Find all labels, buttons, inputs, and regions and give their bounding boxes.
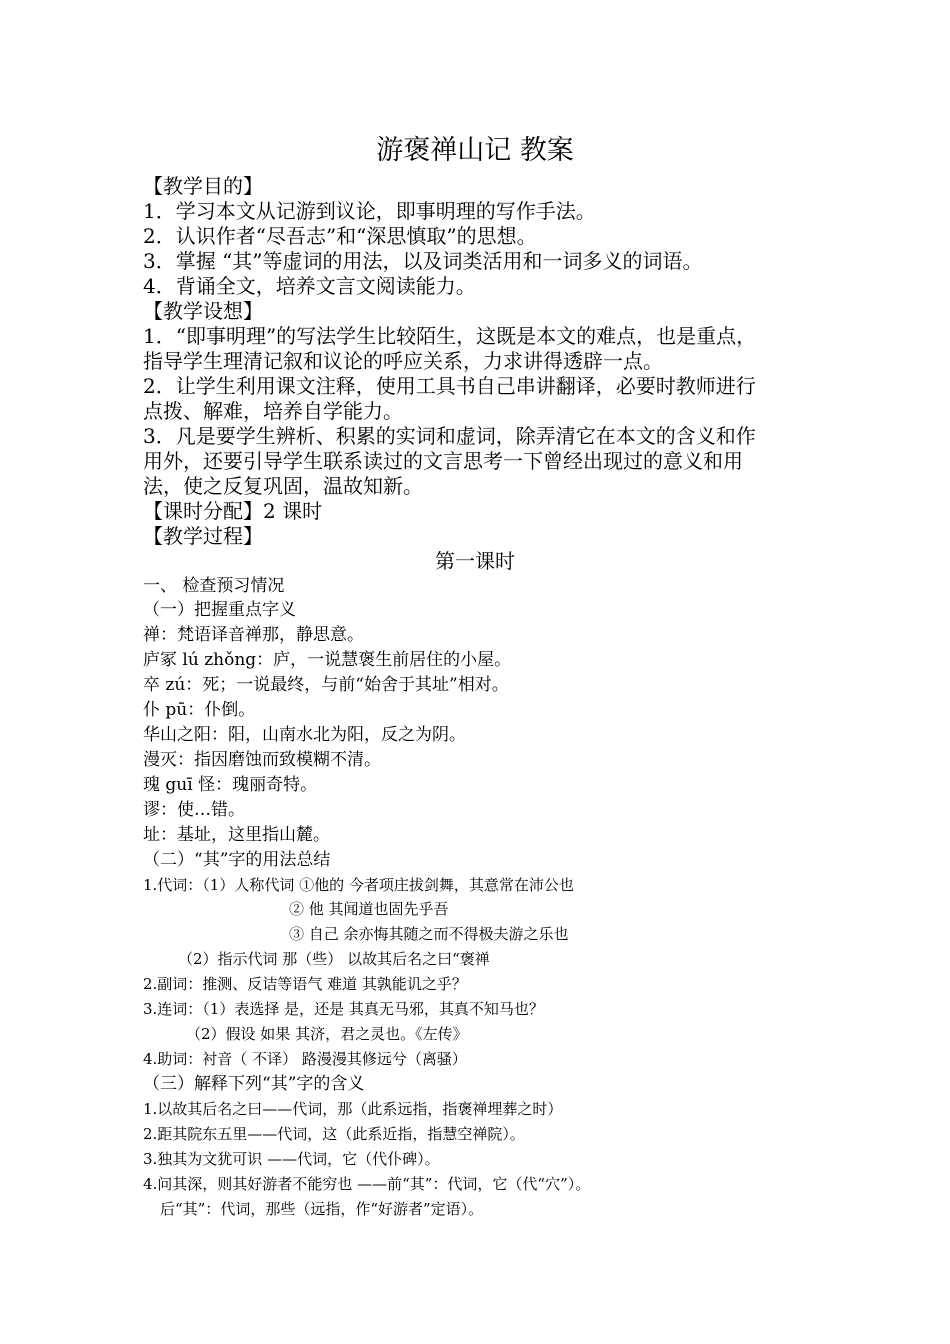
design-header: 【教学设想】	[143, 299, 263, 323]
goal-item: 3．掌握 “其”等虚词的用法，以及词类活用和一词多义的词语。	[143, 249, 703, 273]
subsection-title: （三）解释下列“其”字的含义	[143, 1074, 365, 1094]
usage-line: （2）假设 如果 其济，君之灵也。《左传》	[186, 1025, 468, 1043]
design-line: 点拨、解难，培养自学能力。	[143, 399, 403, 423]
vocab-item: 华山之阳：阳，山南水北为阳，反之为阴。	[143, 725, 466, 745]
usage-line: ② 他 其闻道也固先乎吾	[289, 900, 449, 918]
usage-line: 1.代词：（1）人称代词 ①他的 今者项庄拔剑舞，其意常在沛公也	[143, 876, 574, 894]
usage-line: （2）指示代词 那（些） 以故其后名之曰“褒禅	[178, 950, 490, 968]
subsection-title: （一）把握重点字义	[143, 600, 296, 620]
design-line: 1．“即事明理”的写法学生比较陌生，这既是本文的难点，也是重点，	[143, 324, 757, 348]
vocab-item: 仆 pū：仆倒。	[143, 700, 256, 720]
vocab-item: 瑰 guī 怪：瑰丽奇特。	[143, 775, 318, 795]
vocab-item: 庐冢 lú zhǒng：庐，一说慧褒生前居住的小屋。	[143, 650, 512, 670]
design-line: 指导学生理清记叙和议论的呼应关系，力求讲得透辟一点。	[143, 349, 663, 373]
usage-line: 3.连词：（1）表选择 是，还是 其真无马邪，其真不知马也？	[143, 1000, 544, 1018]
usage-line: ③ 自己 余亦悔其随之而不得极夫游之乐也	[289, 925, 569, 943]
explain-line: 后“其”：代词，那些（远指，作“好游者”定语）。	[160, 1200, 484, 1218]
design-line: 3．凡是要学生辨析、积累的实词和虚词，除弄清它在本文的含义和作	[143, 424, 756, 448]
vocab-item: 漫灭：指因磨蚀而致模糊不清。	[143, 750, 381, 770]
goal-item: 2．认识作者“尽吾志”和“深思慎取”的思想。	[143, 224, 537, 248]
explain-line: 3.独其为文犹可识 ——代词，它（代仆碑）。	[143, 1150, 440, 1168]
vocab-item: 址：基址，这里指山麓。	[143, 825, 330, 845]
lesson-title: 第一课时	[435, 549, 515, 573]
goal-item: 1．学习本文从记游到议论，即事明理的写作手法。	[143, 199, 596, 223]
subsection-title: （二）“其”字的用法总结	[143, 850, 331, 870]
explain-line: 4.问其深，则其好游者不能穷也 ——前“其”：代词，它（代“穴”）。	[143, 1175, 591, 1193]
time-header: 【课时分配】2 课时	[143, 499, 323, 523]
design-line: 用外，还要引导学生联系读过的文言思考一下曾经出现过的意义和用	[143, 449, 743, 473]
vocab-item: 谬：使…错。	[143, 800, 245, 820]
explain-line: 2.距其院东五里——代词，这（此系近指，指慧空禅院）。	[143, 1125, 525, 1143]
vocab-item: 禅：梵语译音禅那，静思意。	[143, 625, 364, 645]
usage-line: 2.副词：推测、反诘等语气 难道 其孰能讥之乎？	[143, 975, 467, 993]
vocab-item: 卒 zú：死；一说最终，与前“始舍于其址”相对。	[143, 675, 509, 695]
explain-line: 1.以故其后名之曰——代词，那（此系远指，指褒禅埋葬之时）	[143, 1100, 563, 1118]
design-line: 法，使之反复巩固，温故知新。	[143, 474, 423, 498]
process-header: 【教学过程】	[143, 524, 263, 548]
page-title: 游褒禅山记 教案	[376, 135, 574, 166]
goal-item: 4．背诵全文，培养文言文阅读能力。	[143, 274, 476, 298]
design-line: 2．让学生利用课文注释，使用工具书自己串讲翻译，必要时教师进行	[143, 374, 756, 398]
goals-header: 【教学目的】	[143, 174, 263, 198]
part-title: 一、 检查预习情况	[143, 576, 285, 596]
usage-line: 4.助词：衬音（ 不译） 路漫漫其修远兮（离骚）	[143, 1050, 467, 1068]
